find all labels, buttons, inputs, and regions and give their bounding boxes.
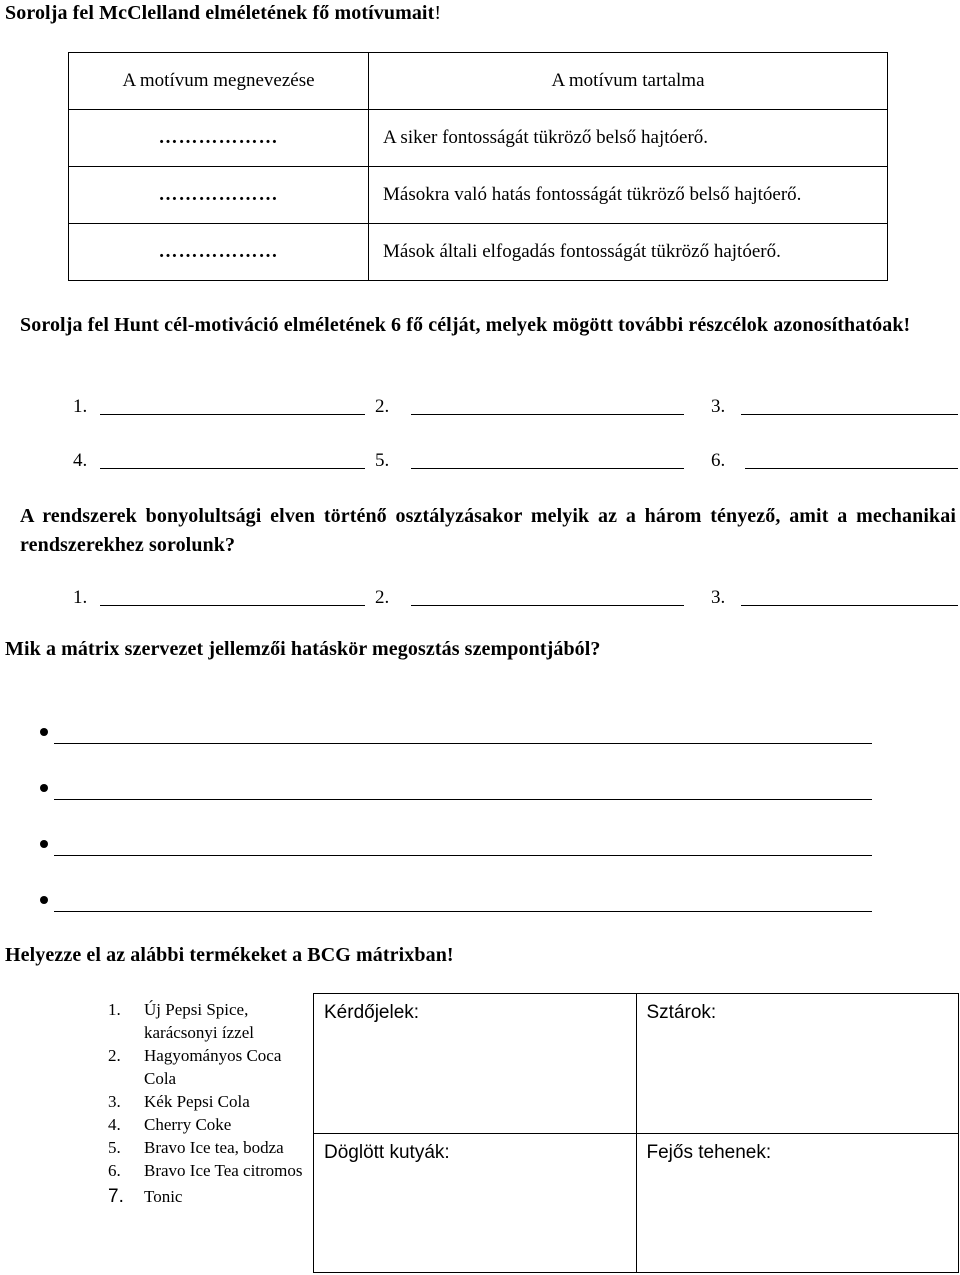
list-item (108, 998, 308, 1044)
table-row (69, 110, 888, 167)
list-item-number: 1. (108, 1000, 121, 1019)
bullet-icon (40, 896, 48, 904)
answer-number: 3. (711, 396, 726, 417)
answer-number: 3. (711, 587, 726, 608)
list-item (108, 1044, 308, 1090)
answer-number: 2. (375, 587, 390, 608)
answer-number: 4. (73, 450, 88, 471)
q5-heading: Helyezze el az alábbi termékeket a BCG mátrixban! (5, 944, 454, 966)
q1-title: Sorolja fel McClelland elméletének fő motívumait (5, 2, 435, 24)
q3-heading: A rendszerek bonyolultsági elven történő osztályzásakor melyik az a három tényező, amit a mechanikai rendszerekhez sorolunk? (20, 505, 956, 556)
list-item (108, 1090, 308, 1113)
motive-content: Mások általi elfogadás fontosságát tükröző hajtóerő. (369, 224, 888, 281)
bullet-icon (40, 840, 48, 848)
bcg-matrix (313, 993, 959, 1273)
answer-number: 1. (73, 396, 88, 417)
answer-line[interactable] (411, 414, 684, 415)
list-item-number: 6. (108, 1161, 121, 1180)
list-item-number: 2. (108, 1046, 121, 1065)
list-item (108, 1159, 308, 1182)
answer-number: 6. (711, 450, 726, 471)
table-row (69, 167, 888, 224)
answer-line[interactable] (54, 743, 872, 744)
list-item-text: Hagyományos Coca Cola (144, 1046, 282, 1088)
list-item-text: Cherry Coke (144, 1115, 232, 1134)
answer-line[interactable] (741, 605, 958, 606)
header-motive-content: A motívum tartalma (369, 53, 888, 110)
bcg-question-marks-cell[interactable] (314, 994, 637, 1134)
table-row (69, 224, 888, 281)
motive-name-blank[interactable]: ……………… (69, 167, 369, 224)
answer-line[interactable] (100, 414, 365, 415)
q1-title-end: ! (434, 2, 442, 24)
list-item-text: Bravo Ice tea, bodza (144, 1138, 284, 1157)
list-item (108, 1113, 308, 1136)
bcg-cash-cows-label: Fejős tehenek: (646, 1141, 772, 1163)
bcg-stars-cell[interactable] (636, 994, 959, 1134)
answer-line[interactable] (745, 468, 958, 469)
q4-heading: Mik a mátrix szervezet jellemzői hatáskör megosztás szempontjából? (5, 638, 601, 660)
bcg-dogs-cell[interactable] (314, 1133, 637, 1273)
list-item (108, 1185, 308, 1208)
list-item-text: Tonic (144, 1187, 183, 1206)
bcg-question-marks-label: Kérdőjelek: (324, 1002, 420, 1023)
list-item (108, 1136, 308, 1159)
mcclelland-table (68, 52, 888, 281)
list-item-text: Kék Pepsi Cola (144, 1092, 250, 1111)
q1-heading (5, 2, 441, 25)
q2-heading: Sorolja fel Hunt cél-motiváció elméletének 6 fő célját, melyek mögött további részcélok azonosíthatóak! (20, 314, 911, 336)
answer-number: 1. (73, 587, 88, 608)
answer-number: 5. (375, 450, 390, 471)
list-item-text: Új Pepsi Spice, karácsonyi ízzel (144, 1000, 254, 1042)
bcg-cash-cows-cell[interactable] (636, 1133, 959, 1273)
motive-content: Másokra való hatás fontosságát tükröző belső hajtóerő. (369, 167, 888, 224)
answer-line[interactable] (54, 855, 872, 856)
answer-line[interactable] (741, 414, 958, 415)
list-item-text: Bravo Ice Tea citromos (144, 1161, 303, 1180)
table-header-row (69, 53, 888, 110)
answer-line[interactable] (100, 468, 365, 469)
answer-line[interactable] (411, 605, 684, 606)
motive-name-blank[interactable]: ……………… (69, 224, 369, 281)
answer-line[interactable] (100, 605, 365, 606)
answer-line[interactable] (411, 468, 684, 469)
product-list (108, 998, 308, 1208)
list-item-number: 7. (108, 1186, 124, 1207)
bullet-icon (40, 784, 48, 792)
motive-content: A siker fontosságát tükröző belső hajtóerő. (369, 110, 888, 167)
bullet-icon (40, 728, 48, 736)
list-item-number: 5. (108, 1138, 121, 1157)
answer-number: 2. (375, 396, 390, 417)
header-motive-name: A motívum megnevezése (69, 53, 369, 110)
list-item-number: 4. (108, 1115, 121, 1134)
answer-line[interactable] (54, 911, 872, 912)
list-item-number: 3. (108, 1092, 121, 1111)
bcg-stars-label: Sztárok: (646, 1002, 717, 1023)
answer-line[interactable] (54, 799, 872, 800)
motive-name-blank[interactable]: ……………… (69, 110, 369, 167)
bcg-dogs-label: Döglött kutyák: (324, 1141, 450, 1163)
